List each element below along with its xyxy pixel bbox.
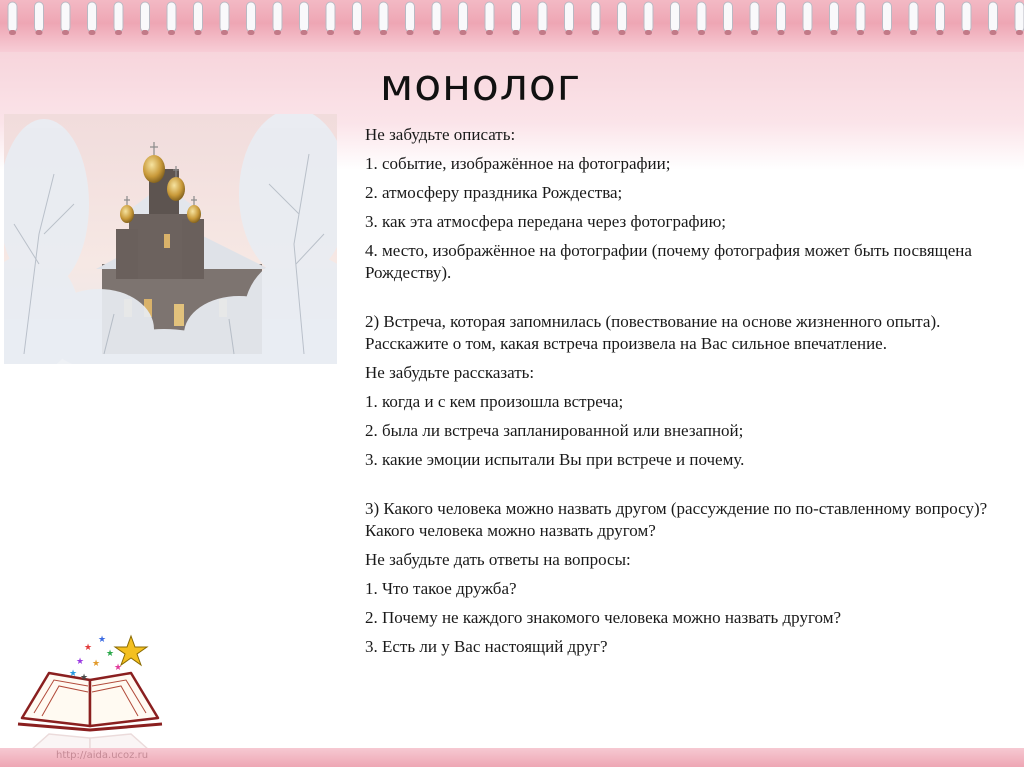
section3-item: 1. Что такое дружба? — [365, 579, 517, 598]
binder-ring — [962, 2, 971, 35]
section3-intro: Не забудьте дать ответы на вопросы: — [365, 550, 631, 569]
binder-ring — [194, 2, 203, 35]
section2-item: 2. была ли встреча запланированной или внезапной; — [365, 421, 744, 440]
svg-text:★: ★ — [106, 649, 115, 659]
section2-item: 1. когда и с кем произошла встреча; — [365, 392, 624, 411]
svg-text:★: ★ — [92, 659, 101, 669]
open-book-stars-icon — [14, 628, 166, 733]
binder-rings — [0, 0, 1024, 52]
binder-ring — [35, 2, 44, 35]
binder-ring — [830, 2, 839, 35]
binder-ring — [1015, 2, 1024, 35]
binder-ring — [406, 2, 415, 35]
binder-ring — [644, 2, 653, 35]
binder-ring — [220, 2, 229, 35]
binder-ring — [88, 2, 97, 35]
binder-ring — [671, 2, 680, 35]
svg-text:★: ★ — [114, 663, 123, 673]
binder-ring — [618, 2, 627, 35]
binder-ring — [856, 2, 865, 35]
star-icon — [115, 636, 147, 665]
binder-ring — [379, 2, 388, 35]
binder-ring — [459, 2, 468, 35]
binder-ring — [565, 2, 574, 35]
section3-heading: 3) Какого человека можно назвать другом (рассуждение по по-ставленному вопросу)? Какого человека можно назвать другом? — [365, 499, 988, 540]
binder-ring — [591, 2, 600, 35]
binder-ring — [326, 2, 335, 35]
section1-item: 2. атмосферу праздника Рождества; — [365, 183, 623, 202]
binder-ring — [936, 2, 945, 35]
section1-item: 3. как эта атмосфера передана через фотографию; — [365, 212, 727, 231]
binder-ring — [273, 2, 282, 35]
section2-item: 3. какие эмоции испытали Вы при встрече и почему. — [365, 450, 745, 469]
binder-ring — [724, 2, 733, 35]
page-title: монолог — [380, 60, 581, 111]
binder-ring — [512, 2, 521, 35]
binder-ring — [777, 2, 786, 35]
binder-ring — [114, 2, 123, 35]
binder-ring — [167, 2, 176, 35]
binder-ring — [697, 2, 706, 35]
binder-ring — [803, 2, 812, 35]
binder-ring — [141, 2, 150, 35]
svg-text:★: ★ — [84, 643, 93, 653]
binder-ring — [909, 2, 918, 35]
section3-item: 3. Есть ли у Вас настоящий друг? — [365, 637, 608, 656]
top-decorative-band — [0, 0, 1024, 52]
binder-ring — [485, 2, 494, 35]
section2-intro: Не забудьте рассказать: — [365, 363, 535, 382]
binder-ring — [8, 2, 17, 35]
binder-ring — [750, 2, 759, 35]
binder-ring — [300, 2, 309, 35]
slide-content — [365, 124, 1005, 665]
svg-text:★: ★ — [69, 669, 78, 679]
binder-ring — [353, 2, 362, 35]
bottom-decorative-band — [0, 748, 1024, 767]
section2-heading: 2) Встреча, которая запомнилась (повествование на основе жизненного опыта). Расскажите о том, какая встреча произвела на Вас сильное впечатление. — [365, 312, 941, 353]
watermark: http://aida.ucoz.ru — [56, 750, 149, 761]
binder-ring — [989, 2, 998, 35]
svg-text:★: ★ — [76, 657, 85, 667]
svg-text:★: ★ — [80, 673, 89, 683]
section1-item: 4. место, изображённое на фотографии (почему фотография может быть посвящена Рождеству). — [365, 241, 972, 282]
section1-item: 1. событие, изображённое на фотографии; — [365, 154, 671, 173]
svg-text:★: ★ — [98, 635, 107, 645]
binder-ring — [61, 2, 70, 35]
binder-ring — [538, 2, 547, 35]
binder-ring — [883, 2, 892, 35]
section3-item: 2. Почему не каждого знакомого человека можно назвать другом? — [365, 608, 841, 627]
binder-ring — [247, 2, 256, 35]
section1-intro: Не забудьте описать: — [365, 125, 516, 144]
binder-ring — [432, 2, 441, 35]
winter-church-photo — [4, 114, 337, 364]
